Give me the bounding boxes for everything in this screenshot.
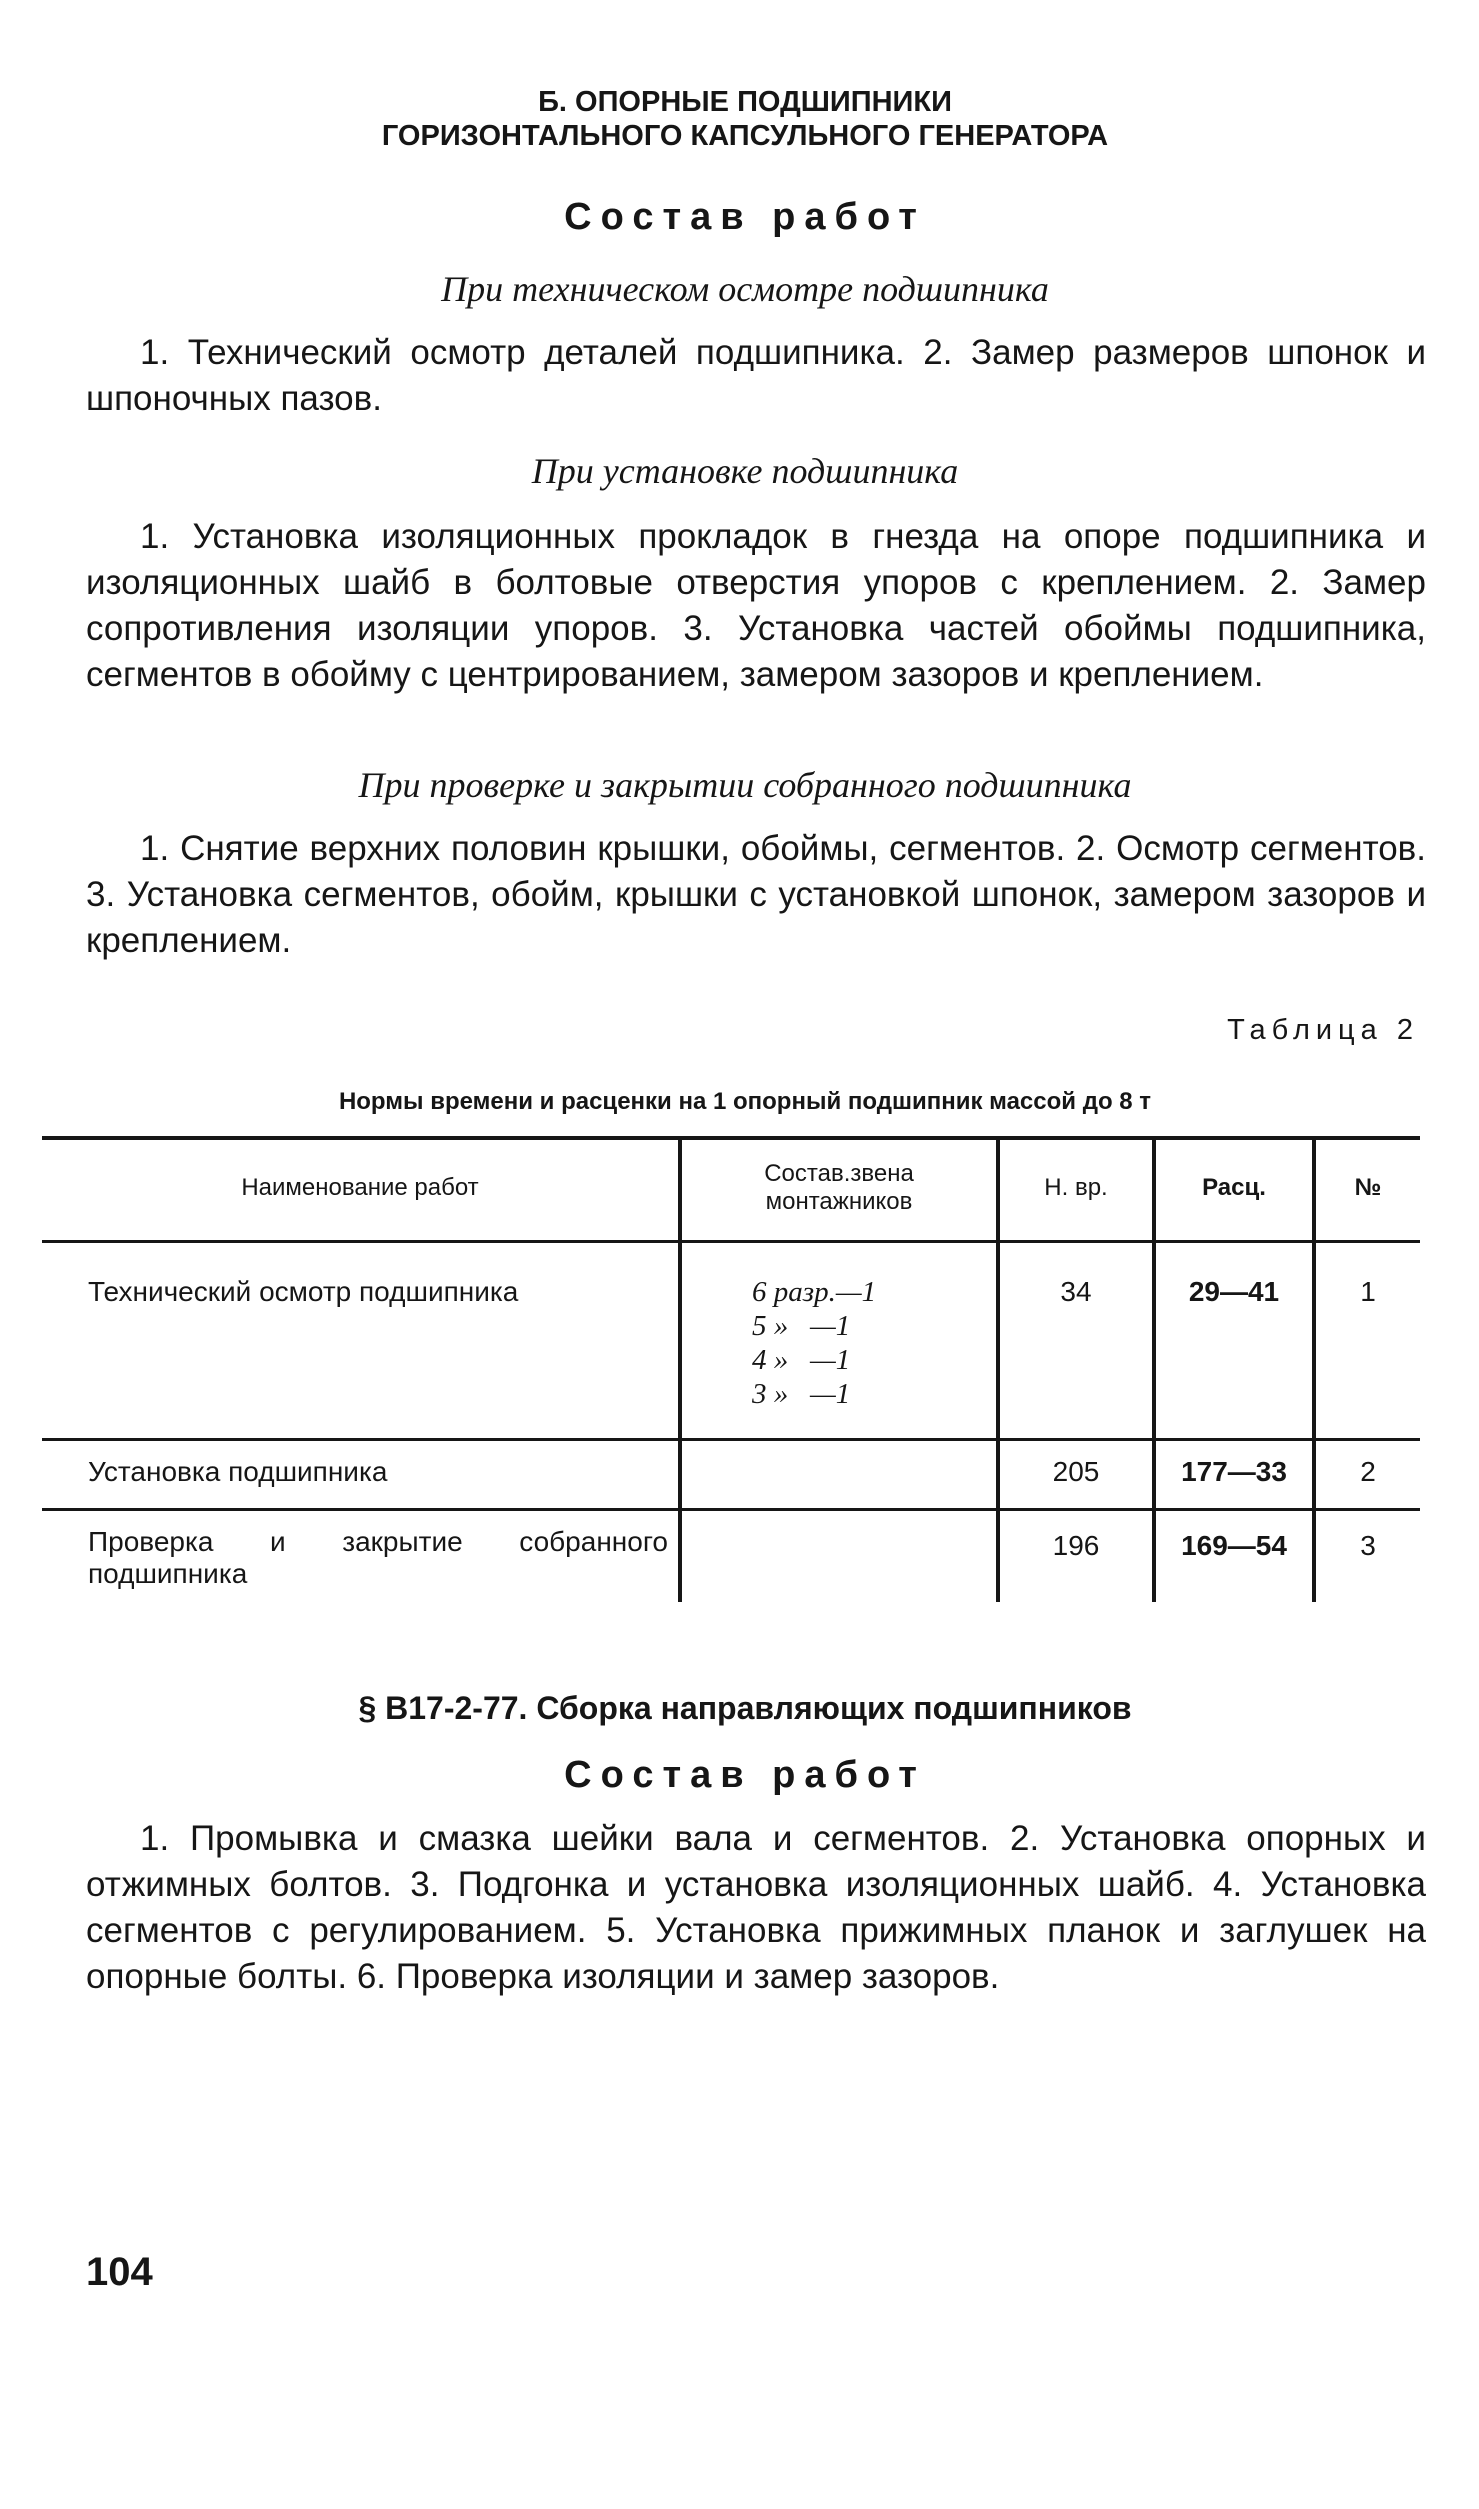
- subsection-title-check: При проверке и закрытии собранного подшипника: [358, 765, 1132, 805]
- header-work-name: Наименование работ: [241, 1174, 479, 1201]
- page-number: 104: [86, 2250, 153, 2294]
- section2-composition-title: Состав работ: [564, 1754, 926, 1796]
- subsection-text-installation: 1. Установка изоляционных прокладок в гнезда на опоре подшипника и изоляционных шайб в болтовые отверстия упоров с креплением. 2. Замер сопротивления изоляции упоров. 3. Установка частей обоймы подшипника, сегментов в обойму с центрированием, замером зазоров и креплением.: [86, 517, 1426, 694]
- row3-time: 196: [1052, 1530, 1100, 1561]
- composition-title: Состав работ: [564, 196, 926, 238]
- table-title: Нормы времени и расценки на 1 опорный подшипник массой до 8 т: [338, 1088, 1152, 1115]
- row1-time: 34: [1060, 1276, 1092, 1307]
- table-top-rule: [42, 1136, 1420, 1140]
- row2-number: 2: [1360, 1456, 1376, 1487]
- header-time: Н. вр.: [1044, 1174, 1108, 1201]
- subsection-text-inspection: 1. Технический осмотр деталей подшипника. 2. Замер размеров шпонок и шпоночных пазов.: [86, 333, 1426, 418]
- crew-line-1: 6 разр.—1: [752, 1276, 877, 1308]
- section2-text: 1. Промывка и смазка шейки вала и сегментов. 2. Установка опорных и отжимных болтов. 3. Подгонка и установка изоляционных шайб. 4. Установка сегментов с регулированием. 5. Установка прижимных планок и заглушек на опорные болты. 6. Проверка изоляции и замер зазоров.: [86, 1819, 1426, 1996]
- section-heading-line1: Б. ОПОРНЫЕ ПОДШИПНИКИ: [538, 86, 952, 118]
- table-row2-rule: [42, 1508, 1420, 1511]
- header-crew-line2: монтажников: [765, 1188, 913, 1215]
- row3-number: 3: [1360, 1530, 1376, 1561]
- crew-line-3: 4 » —1: [752, 1344, 851, 1376]
- section2-heading: § В17-2-77. Сборка направляющих подшипников: [358, 1690, 1132, 1726]
- table-row1-rule: [42, 1438, 1420, 1441]
- row1-work-name: Технический осмотр подшипника: [88, 1276, 519, 1307]
- row2-time: 205: [1052, 1456, 1100, 1487]
- crew-line-4: 3 » —1: [752, 1378, 851, 1410]
- subsection-text-check: 1. Снятие верхних половин крышки, обоймы, сегментов. 2. Осмотр сегментов. 3. Установка сегментов, обойм, крышки с установкой шпонок, замером зазоров и креплением.: [86, 829, 1426, 960]
- subsection-title-inspection: При техническом осмотре подшипника: [441, 269, 1049, 309]
- row2-work-name: Установка подшипника: [88, 1456, 388, 1487]
- header-crew-line1: Состав.звена: [764, 1160, 914, 1187]
- row3-work-name: Проверка и закрытие собранного подшипника: [88, 1526, 668, 1589]
- row1-number: 1: [1360, 1276, 1376, 1307]
- table-label: Таблица 2: [1227, 1014, 1419, 1046]
- header-number: №: [1354, 1174, 1382, 1201]
- subsection-title-installation: При установке подшипника: [531, 451, 959, 491]
- table-header-rule: [42, 1240, 1420, 1243]
- row2-rate: 177—33: [1181, 1456, 1287, 1487]
- row1-rate: 29—41: [1188, 1276, 1280, 1307]
- crew-line-2: 5 » —1: [752, 1310, 851, 1342]
- header-rate: Расц.: [1202, 1174, 1266, 1201]
- row3-rate: 169—54: [1181, 1530, 1287, 1561]
- section-heading-line2: ГОРИЗОНТАЛЬНОГО КАПСУЛЬНОГО ГЕНЕРАТОРА: [381, 120, 1109, 152]
